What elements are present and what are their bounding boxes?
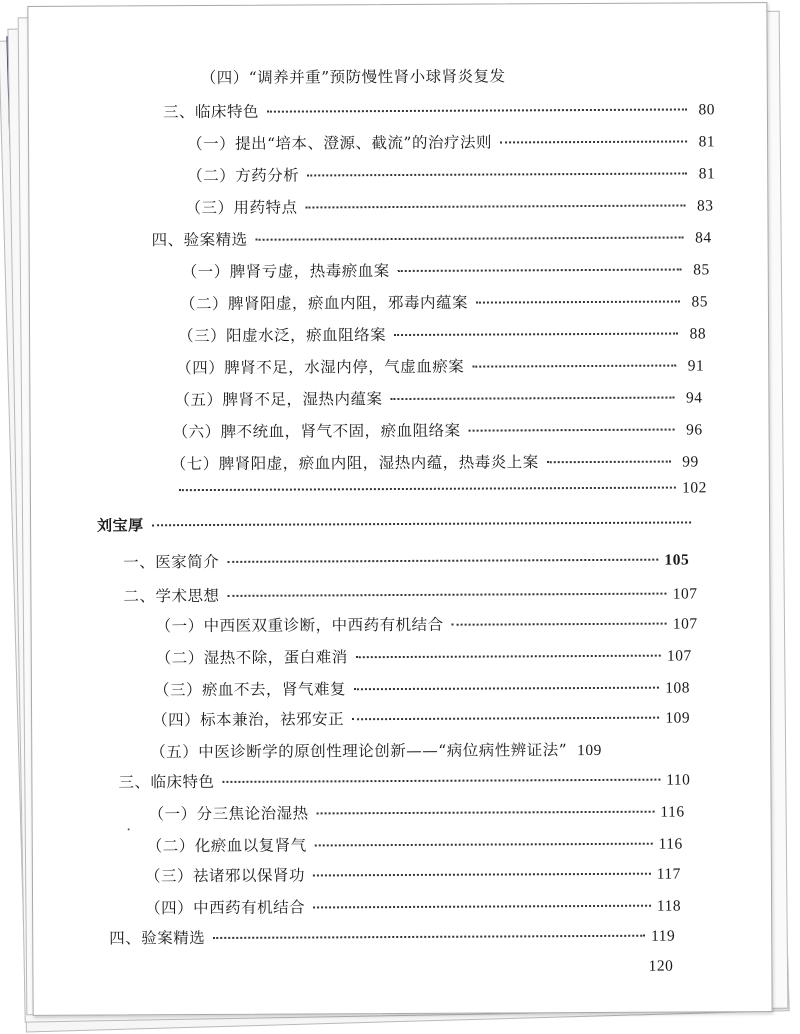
- toc-entry-text: （五）中医诊断学的原创性理论创新——“病位病性辨证法”: [150, 741, 568, 762]
- toc-entry: [174, 385, 702, 410]
- toc-entry-page: 108: [665, 679, 690, 697]
- dot-leader: [356, 655, 661, 659]
- toc-entry-page: 107: [672, 585, 698, 603]
- toc-entry-text: 一、医家简介: [123, 552, 220, 572]
- toc-entry-text: 四、验案精选: [109, 929, 206, 948]
- toc-entry-text: （三）祛诸邪以保肾功: [144, 866, 305, 886]
- toc-section-heading: [97, 511, 697, 535]
- toc-entry-page: 109: [665, 709, 691, 727]
- dot-leader: [227, 593, 666, 597]
- dot-leader: [547, 461, 671, 464]
- dot-leader: [313, 873, 651, 877]
- toc-entry-page: 117: [656, 865, 681, 883]
- toc-entry-page: 102: [682, 479, 707, 497]
- toc-entry-text: （二）湿热不除，蛋白难消: [155, 648, 348, 668]
- toc-entry-text: （四）中西药有机结合: [145, 898, 306, 918]
- toc-entry: [123, 547, 689, 572]
- toc-entry-text: 三、临床特色: [118, 772, 215, 792]
- toc-entry-text: （一）脾肾亏虚，热毒瘀血案: [181, 262, 390, 282]
- dot-leader: [256, 237, 684, 241]
- toc-entry-page: 107: [672, 615, 698, 633]
- toc-entry-text: 四、验案精选: [151, 230, 248, 250]
- toc-entry: [171, 479, 707, 500]
- toc-page: [27, 2, 772, 1016]
- toc-entry: [150, 737, 690, 762]
- toc-entry: [171, 449, 699, 474]
- toc-entry-page: 81: [698, 165, 716, 183]
- toc-entry-page: 116: [658, 835, 683, 853]
- toc-entry-page: 91: [687, 357, 705, 375]
- toc-entry-page: 99: [682, 453, 699, 471]
- toc-entry-text: 刘宝厚: [97, 516, 144, 535]
- toc-entry-text: 二、学术思想: [123, 586, 220, 606]
- toc-entry-page: 81: [698, 133, 716, 151]
- toc-entry: [152, 225, 712, 250]
- toc-entry-page: 110: [666, 771, 691, 789]
- toc-entry-page: 85: [693, 261, 710, 279]
- toc-entry: [176, 353, 704, 378]
- toc-entry: [156, 643, 692, 668]
- toc-entry-page: 118: [656, 897, 682, 915]
- dot-leader: [213, 935, 645, 939]
- toc-entry-text: （七）脾肾阳虚，瘀血内阻，湿热内蕴，热毒炎上案: [170, 453, 539, 474]
- toc-entry: [154, 675, 690, 700]
- stray-mark: [128, 828, 130, 830]
- toc-entry-text: （五）脾肾不足，湿热内蕴案: [174, 390, 383, 410]
- dot-leader: [500, 140, 687, 143]
- dot-leader: [179, 487, 676, 492]
- toc-entry-page: 120: [648, 957, 674, 975]
- dot-leader: [267, 108, 687, 112]
- toc-entry: [173, 417, 703, 442]
- dot-leader: [469, 429, 675, 432]
- toc-entry-page: 96: [686, 421, 703, 439]
- toc-entry-text: （三）阳虚水泛，瘀血阻络案: [178, 326, 387, 346]
- toc-entry-text: （四）脾肾不足，水湿内停，气虚血瘀案: [176, 357, 465, 378]
- toc-entry-text: 三、临床特色: [162, 102, 259, 122]
- dot-leader: [398, 269, 682, 272]
- dot-leader: [152, 521, 691, 526]
- toc-entry-page: 107: [666, 647, 692, 665]
- toc-entry: [201, 63, 711, 88]
- dot-leader: [390, 397, 674, 400]
- toc-entry: [178, 321, 706, 346]
- toc-entry-text: （四）“调养并重”预防慢性肾小球肾炎复发: [200, 67, 506, 88]
- dot-leader: [307, 172, 687, 176]
- dot-leader: [227, 559, 658, 563]
- toc-entry-page: 116: [660, 803, 685, 821]
- dot-leader: [476, 301, 680, 304]
- toc-entry: [109, 924, 675, 949]
- toc-entry-page: 88: [689, 325, 707, 343]
- toc-entry: [593, 958, 673, 976]
- dot-leader: [354, 687, 659, 691]
- toc-entry-page: 83: [696, 197, 714, 215]
- toc-entry: [145, 862, 681, 887]
- toc-entry-text: （一）分三焦论治湿热: [148, 804, 309, 824]
- dot-leader: [452, 623, 667, 626]
- toc-entry: [185, 193, 713, 218]
- dot-leader: [313, 905, 651, 909]
- toc-entry: [123, 581, 697, 606]
- dot-leader: [352, 717, 659, 721]
- toc-entry: [145, 894, 681, 919]
- dot-leader: [315, 843, 653, 847]
- toc-entry-page: 94: [685, 389, 703, 407]
- toc-entry: [152, 705, 690, 730]
- toc-entry: [147, 832, 683, 857]
- dot-leader: [317, 811, 655, 815]
- toc-entry-text: （三）用药特点: [185, 198, 298, 218]
- toc-entry: [149, 800, 685, 825]
- toc-entry-page: 84: [695, 229, 712, 247]
- toc-entry-text: （六）脾不统血，肾气不固，瘀血阻络案: [172, 421, 461, 442]
- toc-entry-text: （二）化瘀血以复肾气: [146, 836, 307, 856]
- toc-entry-page: 80: [698, 101, 715, 119]
- toc-entry: [163, 97, 715, 122]
- toc-entry-text: （三）瘀血不去，肾气难复: [153, 680, 347, 700]
- toc-entry: [156, 611, 698, 636]
- dot-leader: [472, 365, 676, 368]
- toc-entry: [182, 257, 710, 282]
- dot-leader: [222, 779, 660, 783]
- dot-leader: [305, 205, 685, 209]
- toc-entry: [187, 161, 715, 186]
- toc-entry: [118, 767, 690, 792]
- toc-entry: [187, 129, 715, 154]
- toc-entry-page: 85: [691, 293, 708, 311]
- toc-entry-text: （一）中西医双重诊断，中西药有机结合: [155, 615, 444, 636]
- toc-entry-text: （四）标本兼治，祛邪安正: [152, 710, 345, 730]
- toc-entry-text: （一）提出“培本、澄源、截流”的治疗法则: [187, 133, 492, 154]
- toc-entry-page: 119: [651, 927, 676, 945]
- toc-entry: [180, 289, 708, 314]
- toc-entry-text: （二）方药分析: [187, 166, 300, 186]
- toc-entry-page: 109: [577, 741, 602, 760]
- toc-entry-text: （二）脾肾阳虚，瘀血内阻，邪毒内蕴案: [179, 293, 468, 314]
- dot-leader: [394, 333, 678, 336]
- toc-entry-page: 105: [664, 551, 690, 569]
